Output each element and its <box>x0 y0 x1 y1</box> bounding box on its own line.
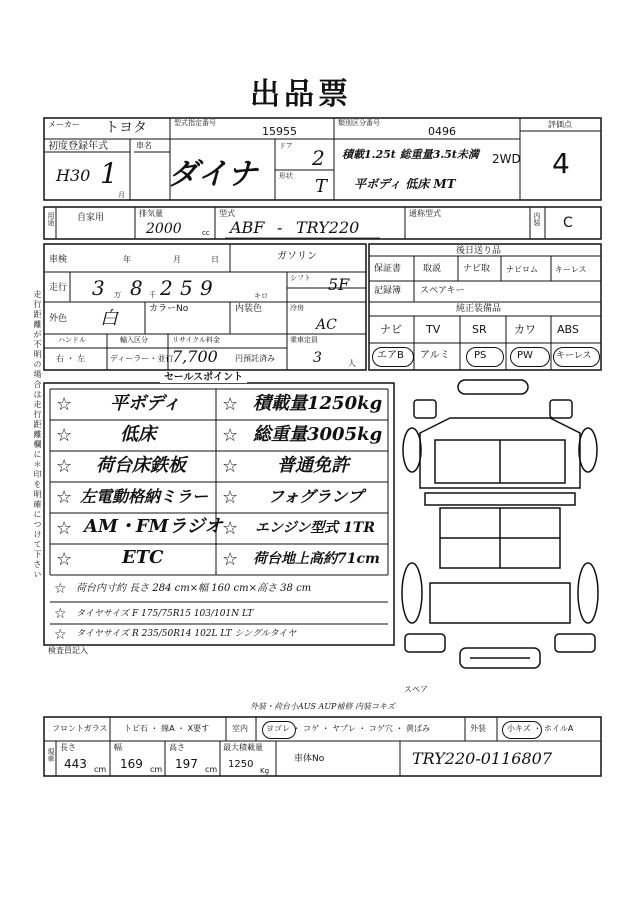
maker-value: トヨタ <box>105 120 147 136</box>
model-dash: - <box>277 218 283 237</box>
glass-label: フロントガラス <box>52 724 108 733</box>
sales-star: ☆ <box>222 394 239 415</box>
height-value: 197 <box>175 757 198 771</box>
equip-keyless: キーレス <box>556 351 592 361</box>
sales-tire-front: タイヤサイズ F 175/75R15 103/101N LT <box>76 609 254 619</box>
room-label: 室内 <box>232 724 248 733</box>
side-note: 走行距離が不明の場合は走行距離欄に＊印を明確につけて下さい <box>33 290 42 580</box>
glass-value: トビ石 ・ 線A ・ X要す <box>124 724 210 733</box>
sales-point: 普通免許 <box>277 455 349 476</box>
equip-ps: PS <box>474 350 487 361</box>
sales-star: ☆ <box>222 487 239 508</box>
later-doc-torisetsu: 取説 <box>423 264 442 274</box>
inspection-label: 車検 <box>49 255 68 265</box>
mileage-label: 走行 <box>49 283 68 293</box>
later-doc-kirokubo: 記録簿 <box>374 286 402 296</box>
mileage-d2: 8 <box>130 276 143 300</box>
doors-value: 2 <box>312 146 325 170</box>
sales-tire-rear: タイヤサイズ R 235/50R14 102L LT シングルタイヤ <box>76 629 297 639</box>
dims-side-label: 現車 <box>47 748 55 762</box>
model-label: 型式 <box>219 209 235 218</box>
era-value: H30 <box>56 166 91 185</box>
sales-star: ☆ <box>54 606 67 622</box>
inspection-year: 年 <box>123 255 131 264</box>
inspection-month: 月 <box>173 255 181 264</box>
class-no-value: 0496 <box>428 125 456 138</box>
height-cm: cm <box>205 765 218 774</box>
color-value: 白 <box>100 308 118 329</box>
sales-star: ☆ <box>54 627 67 643</box>
length-label: 長さ <box>60 743 76 752</box>
sales-point: 荷台地上高約71cm <box>253 551 380 567</box>
ac-label: 冷房 <box>290 304 304 312</box>
first-reg-label: 初度登録年式 <box>48 141 108 152</box>
capacity-label: 乗車定員 <box>290 336 318 344</box>
import-label: 輸入区分 <box>120 336 148 344</box>
sales-point: 左電動格納ミラー <box>80 487 209 506</box>
equip-navi: ナビ <box>380 323 402 336</box>
car-name-value: ダイナ <box>168 157 258 192</box>
height-label: 高さ <box>169 743 185 752</box>
equipment-title: 純正装備品 <box>456 304 502 314</box>
model-value: TRY220 <box>296 218 360 237</box>
color-no-label: カラーNo <box>149 304 189 314</box>
outer-label: 外装 <box>470 724 486 733</box>
equip-abs: ABS <box>557 323 579 336</box>
capacity-unit: 人 <box>348 359 356 368</box>
sales-point: ETC <box>122 547 164 568</box>
sales-star: ☆ <box>222 456 239 477</box>
spec-line2: 平ボディ 低床 MT <box>354 177 456 191</box>
outer-value: 小キズ ・ ホイルA <box>507 724 574 733</box>
spare-label: スペア <box>404 685 428 694</box>
vehicle-damage-diagram <box>400 378 600 678</box>
doors-label: ドア <box>279 142 293 150</box>
room-value: ヨゴレ ・ コゲ ・ ヤブレ ・ コゲ穴 ・ 黄ばみ <box>266 724 431 733</box>
shift-value: 5F <box>328 275 350 294</box>
mileage-man: 万 <box>114 291 121 299</box>
exterior-note: 外装・荷台小AUS AUP補修 内装コキズ <box>250 702 395 711</box>
sales-point: 平ボディ <box>110 393 181 414</box>
width-label: 幅 <box>114 743 122 752</box>
later-docs-title: 後日送り品 <box>456 246 502 256</box>
month-value: 1 <box>100 157 118 190</box>
length-cm: cm <box>94 765 107 774</box>
shape-value: T <box>315 176 328 197</box>
score-label: 評価点 <box>548 120 572 129</box>
later-doc-sparekey: スペアキー <box>420 286 465 296</box>
shift-label: シフト <box>290 274 311 282</box>
inspection-day: 日 <box>211 255 219 264</box>
type-no-value: 15955 <box>262 125 297 138</box>
later-doc-keyless: キーレス <box>555 265 587 274</box>
mileage-sen: 千 <box>149 291 156 299</box>
recycle-status: 円預託済み <box>235 354 275 363</box>
sales-point: 積載量1250kg <box>253 393 383 414</box>
vin-value: TRY220-0116807 <box>412 749 552 768</box>
mileage-d3: 2 <box>160 276 173 300</box>
use-label: 用途 <box>47 212 55 226</box>
width-value: 169 <box>120 757 143 771</box>
interior-color-label: 内装色 <box>235 304 263 314</box>
max-load-label: 最大積載量 <box>223 743 263 752</box>
equip-tv: TV <box>426 323 441 336</box>
sales-star: ☆ <box>56 487 73 508</box>
maker-label: メーカー <box>48 120 80 129</box>
vin-label: 車体No <box>294 754 325 764</box>
later-doc-navi: ナビ取 <box>463 264 491 274</box>
sales-title: セールスポイント <box>160 373 247 383</box>
sales-point: 総重量3005kg <box>253 424 383 445</box>
recycle-label: リサイクル料金 <box>172 336 221 344</box>
car-name-label: 車名 <box>136 141 152 150</box>
sales-star: ☆ <box>222 549 239 570</box>
later-doc-hoshosho: 保証書 <box>374 264 402 274</box>
sales-star: ☆ <box>56 425 73 446</box>
sales-star: ☆ <box>56 456 73 477</box>
equip-airbag: エアB <box>377 350 404 361</box>
cc-unit: cc <box>202 229 210 237</box>
shape-label: 形状 <box>279 172 293 180</box>
length-value: 443 <box>64 757 87 771</box>
sales-star: ☆ <box>56 549 73 570</box>
later-doc-navirom: ナビロム <box>506 265 538 274</box>
fuel-value: ガソリン <box>277 251 317 262</box>
sales-point: エンジン型式 1TR <box>255 520 375 536</box>
import-value: ディーラー・並行 <box>110 354 174 363</box>
model-prefix: ABF <box>230 218 265 237</box>
max-load-value: 1250 <box>228 759 254 770</box>
equip-pw: PW <box>517 350 533 361</box>
via-label: 通称型式 <box>409 209 441 218</box>
sales-point: 荷台床鉄板 <box>96 455 186 476</box>
equip-sr: SR <box>472 323 487 336</box>
equip-leather: カワ <box>514 323 536 336</box>
displacement-value: 2000 <box>146 221 182 237</box>
type-no-label: 型式指定番号 <box>174 119 216 127</box>
capacity-value: 3 <box>313 350 322 366</box>
mileage-km: キロ <box>254 292 268 300</box>
class-no-label: 類別区分番号 <box>338 119 380 127</box>
handle-label: ハンドル <box>58 336 86 344</box>
displacement-label: 排気量 <box>139 209 163 218</box>
sales-star: ☆ <box>56 394 73 415</box>
sales-star: ☆ <box>54 581 67 597</box>
interior-value: C <box>563 215 573 231</box>
sales-star: ☆ <box>222 518 239 539</box>
month-unit: 月 <box>118 191 125 199</box>
mileage-d5: 9 <box>200 276 213 300</box>
sales-cargo: 荷台内寸約 長さ 284 cm×幅 160 cm×高さ 38 cm <box>76 583 312 594</box>
mileage-d1: 3 <box>92 276 105 300</box>
interior-label: 内装 <box>533 212 541 226</box>
width-cm: cm <box>150 765 163 774</box>
handle-options: 右 ・ 左 <box>56 354 86 363</box>
inspector-label: 検査員記入 <box>48 646 88 655</box>
sales-star: ☆ <box>222 425 239 446</box>
sales-point: 低床 <box>120 424 156 445</box>
drive-value: 2WD <box>492 152 521 166</box>
color-label: 外色 <box>49 314 68 324</box>
score-value: 4 <box>552 147 570 180</box>
sales-point: フォグランプ <box>268 487 364 506</box>
max-load-unit: Kg <box>260 767 270 775</box>
equip-alumi: アルミ <box>420 350 450 361</box>
ac-value: AC <box>316 317 337 333</box>
use-value: 自家用 <box>77 213 105 223</box>
form-title: 出品票 <box>250 77 352 112</box>
recycle-value: 7,700 <box>172 347 218 366</box>
mileage-d4: 5 <box>180 276 193 300</box>
sales-point: AM・FMラジオ <box>84 516 223 537</box>
sales-star: ☆ <box>56 518 73 539</box>
spec-line1: 積載1.25t 総重量3.5t未満 <box>342 148 479 161</box>
